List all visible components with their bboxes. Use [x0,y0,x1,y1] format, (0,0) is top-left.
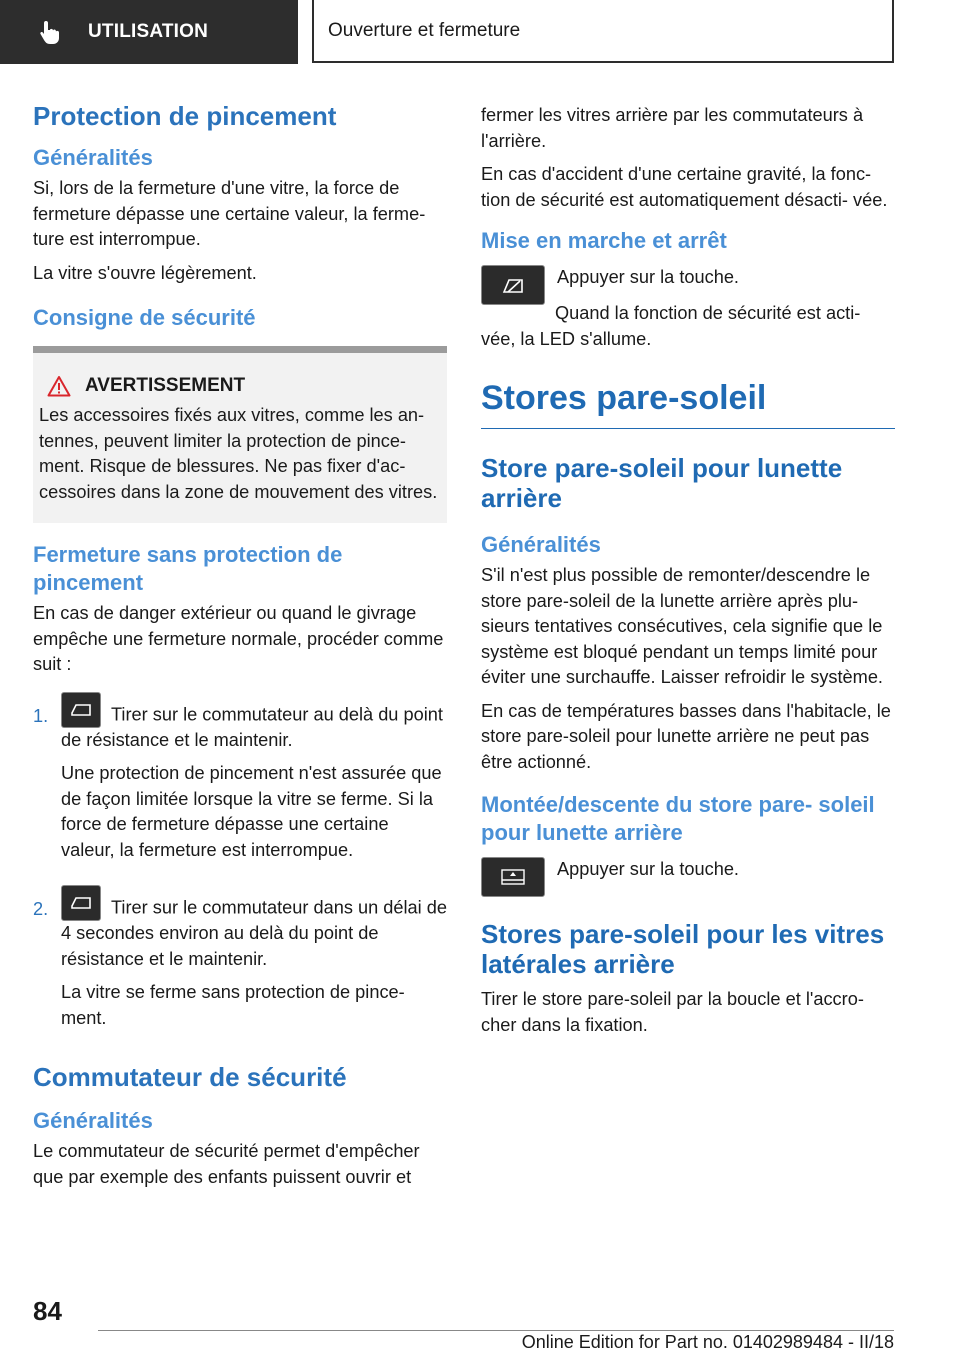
button-row [481,857,895,897]
heading-commutateur: Commutateur de sécurité [33,1062,347,1092]
warning-triangle-icon [47,375,71,397]
left-column [33,90,447,1198]
footer-edition: Online Edition for Part no. 01402989484 - II/18 [521,1332,894,1352]
section-header [312,0,894,63]
paragraph: La vitre s'ouvre légèrement. [33,262,257,283]
page-number: 84 [33,1296,62,1326]
paragraph: S'il n'est plus possible de remonter/descendre le store pare-soleil de la lunette arrière après plu‐ sieurs tentatives consécutives, cela signifie que le système est bloqué pendant un temps limité pour éviter une surchauffe. Laisser refroidir le système. [481,565,883,687]
warning-box [33,346,447,523]
paragraph: Si, lors de la fermeture d'une vitre, la force de fermeture dépasse une certaine valeur, la ferme‐ ture est interrompue. [33,178,426,249]
step-2 [33,885,447,1039]
heading-generalites: Généralités [481,532,601,557]
paragraph: Quand la fonction de sécurité est acti‐ vée, la LED s'allume. [481,303,861,349]
step-text: Tirer sur le commutateur dans un délai de 4 secondes environ au delà du point de résistance et le maintenir. [61,897,447,969]
heading-protection: Protection de pincement [33,101,337,131]
paragraph: Le commutateur de sécurité permet d'empêcher que par exemple des enfants puissent ouvrir et [33,1141,420,1187]
heading-montee: Montée/descente du store pare‐ soleil pour lunette arrière [481,792,875,845]
chapter-label: UTILISATION [88,21,209,42]
heading-generalites: Généralités [33,1108,153,1133]
window-switch-icon [61,692,101,728]
sunblind-button-icon [481,857,545,897]
section-label: Ouverture et fermeture [328,19,521,41]
step-number: 2. [33,899,49,919]
footer-divider [98,1330,894,1331]
paragraph: Appuyer sur la touche. [557,859,739,879]
step-note: Une protection de pincement n'est assurée que de façon limitée lorsque la vitre se ferme. Si la force de fermeture dépasse une certaine valeur, la fermeture est interrompue. [61,763,442,860]
window-switch-icon [61,885,101,921]
chapter-tab[interactable] [0,0,298,64]
paragraph: En cas de danger extérieur ou quand le givrage empêche une fermeture normale, procéder comme suit : [33,603,444,674]
step-text: Tirer sur le commutateur au delà du point de résistance et le maintenir. [61,704,443,750]
step-note: La vitre se ferme sans protection de pince‐ ment. [61,982,405,1028]
heading-fermeture: Fermeture sans protection de pincement [33,542,343,595]
paragraph: Appuyer sur la touche. [557,267,739,287]
warning-title: AVERTISSEMENT [85,375,246,396]
heading-mise: Mise en marche et arrêt [481,228,727,253]
paragraph: Tirer le store pare-soleil par la boucle et l'accro‐ cher dans la fixation. [481,989,864,1035]
step-1 [33,692,447,872]
warning-title-row [39,375,439,397]
hand-pointer-icon [38,18,66,46]
step-number: 1. [33,705,49,726]
warning-text: Les accessoires fixés aux vitres, comme les an‐ tennes, peuvent limiter la protection de pince‐ ment. Risque de blessures. Ne pas fixer d'ac‐ cessoires dans la zone de mouvement des vitres. [39,405,438,502]
heading-generalites: Généralités [33,145,153,170]
heading-store-lunette: Store pare-soleil pour lunette arrière [481,453,843,513]
heading-consigne: Consigne de sécurité [33,305,256,330]
heading-laterales: Stores pare-soleil pour les vitres latérales arrière [481,919,885,979]
paragraph: fermer les vitres arrière par les commutateurs à l'arrière. [481,105,864,151]
button-row [481,265,895,305]
child-lock-button-icon [481,265,545,305]
heading-stores: Stores pare-soleil [481,374,895,429]
paragraph: En cas d'accident d'une certaine gravité, la fonc‐ tion de sécurité est automatiquement désacti‐ vée. [481,164,888,210]
paragraph: En cas de températures basses dans l'habitacle, le store pare-soleil pour lunette arrière ne peut pas être actionné. [481,700,891,772]
right-column [481,103,895,1046]
